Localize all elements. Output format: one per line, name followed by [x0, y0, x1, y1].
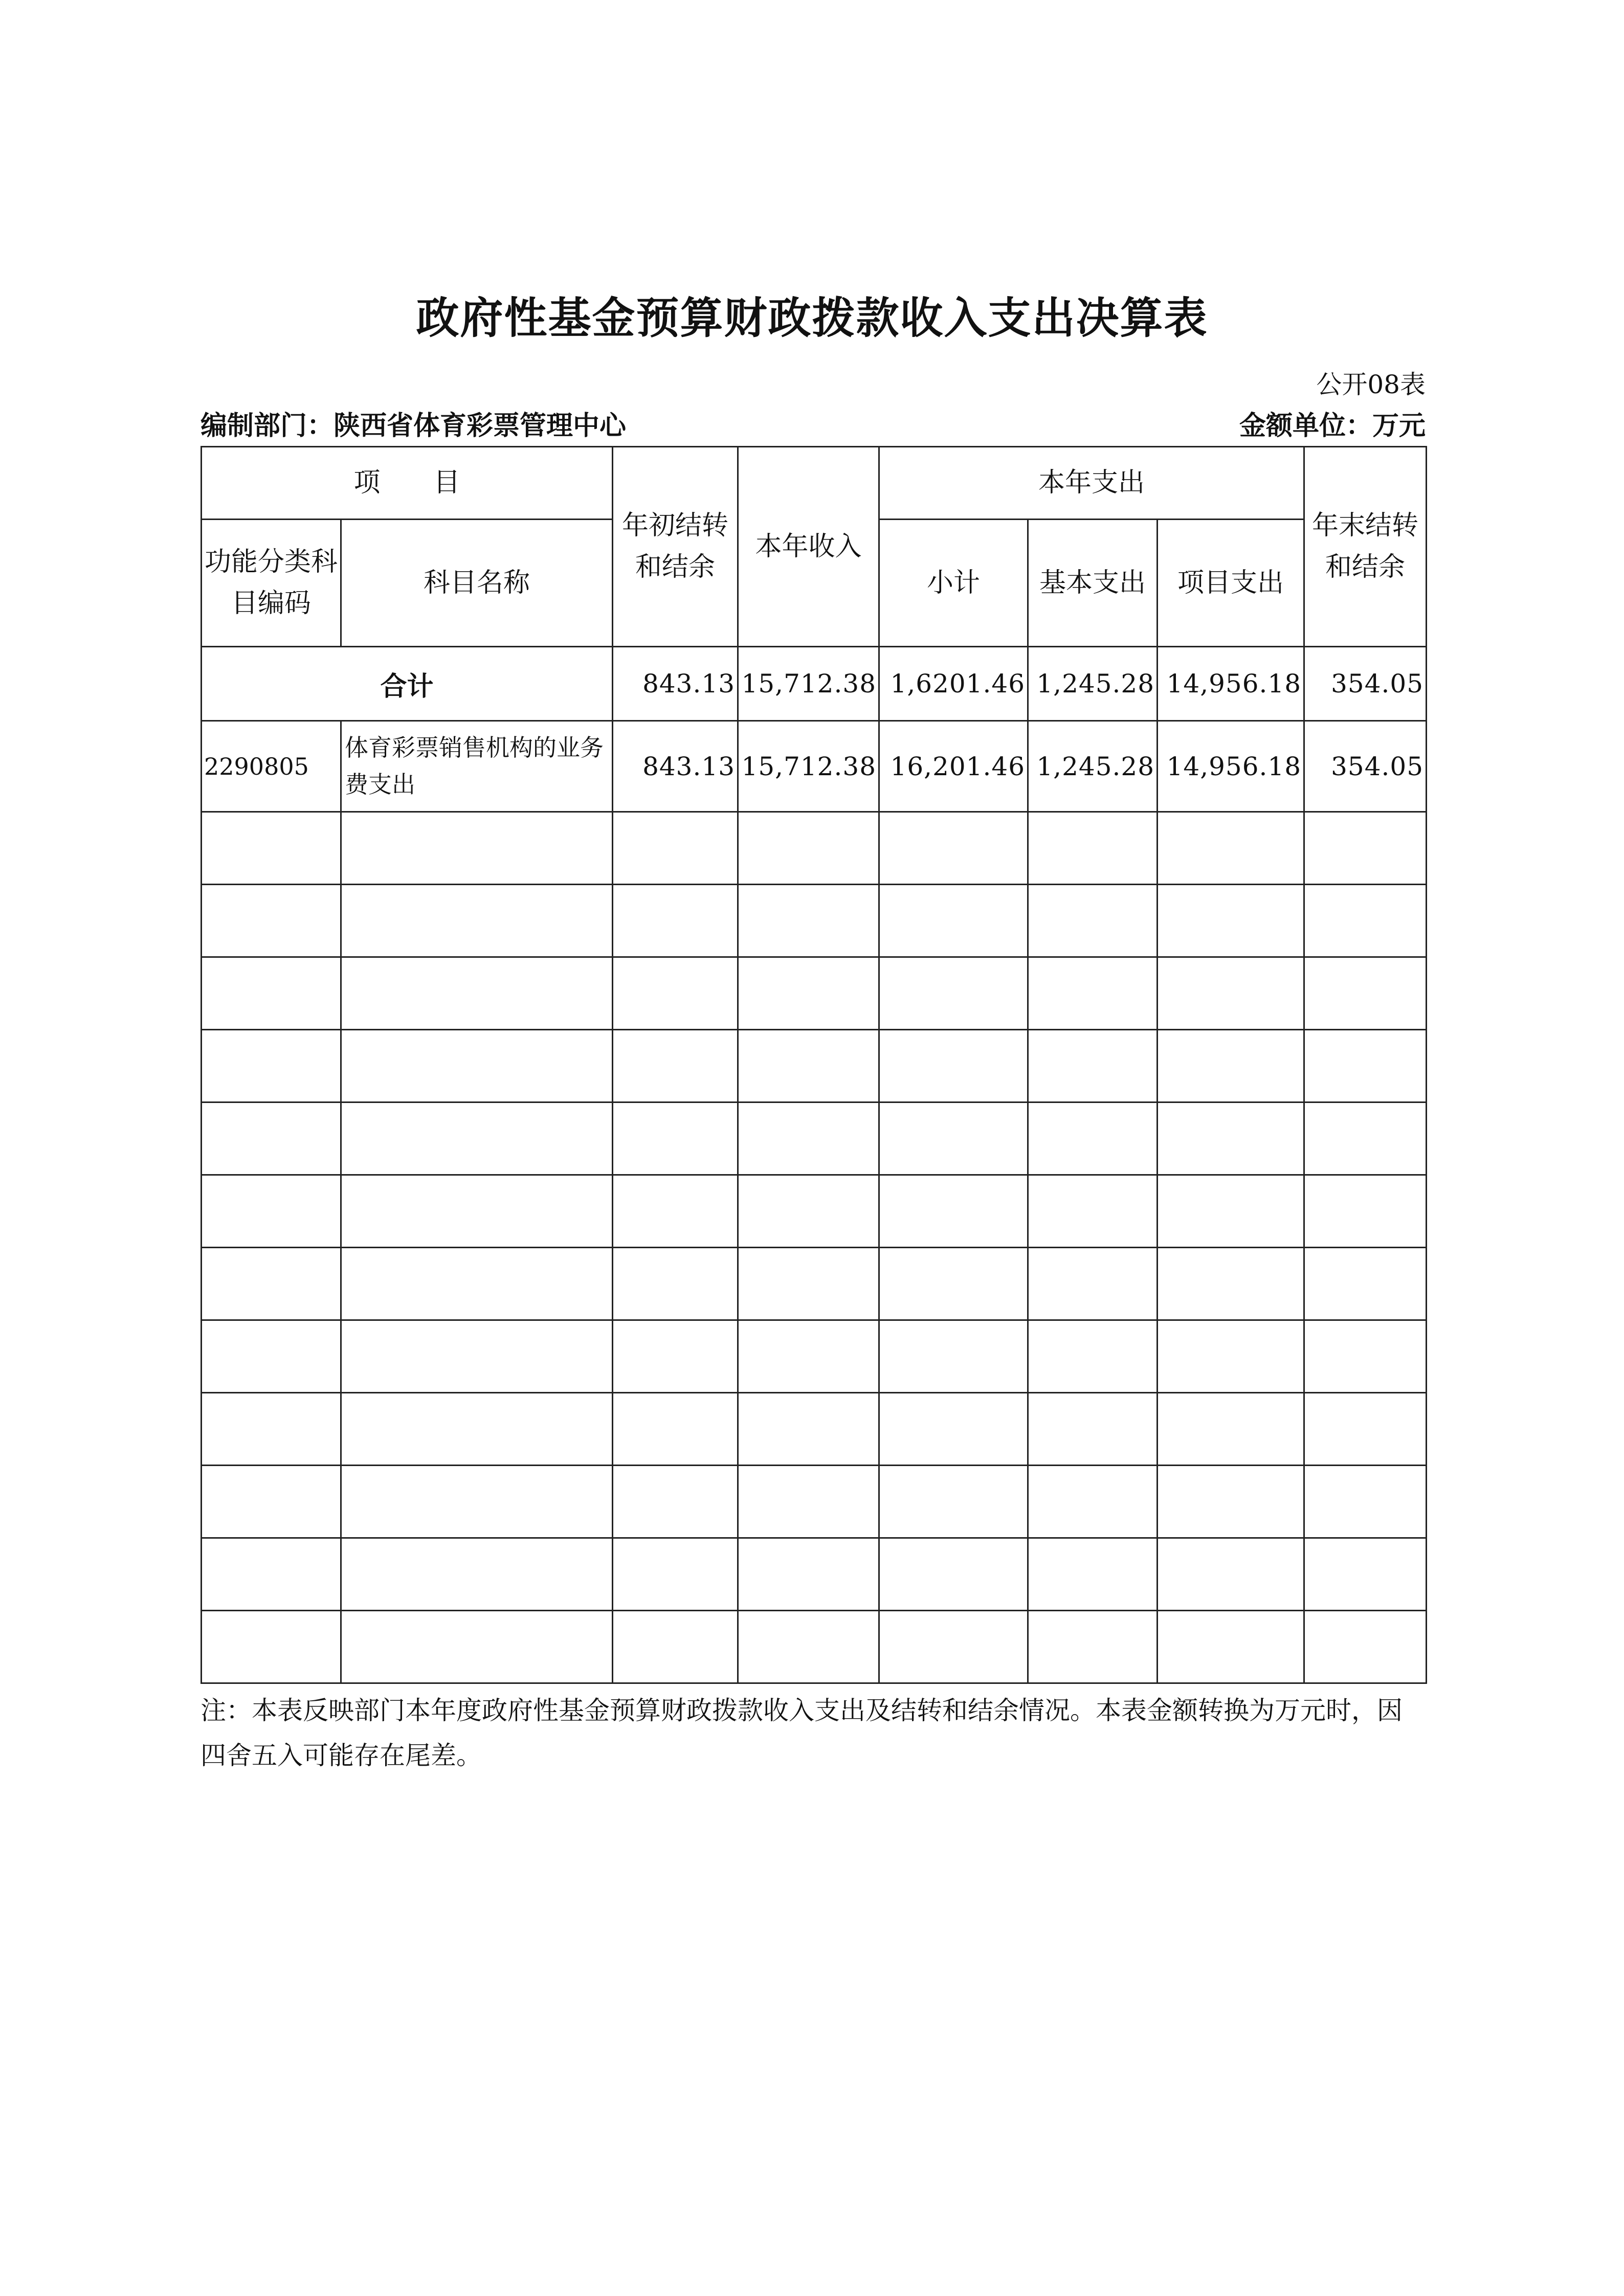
empty-cell — [879, 1538, 1028, 1611]
empty-cell — [879, 1030, 1028, 1102]
header-function-code: 功能分类科目编码 — [202, 520, 341, 647]
empty-cell — [1304, 1175, 1427, 1248]
empty-cell — [879, 957, 1028, 1030]
empty-cell — [1158, 1538, 1304, 1611]
empty-cell — [1304, 812, 1427, 885]
total-opening: 843.13 — [613, 647, 738, 721]
empty-cell — [1028, 1538, 1158, 1611]
empty-cell — [1028, 1320, 1158, 1393]
prepared-by: 编制部门：陕西省体育彩票管理中心 — [201, 411, 627, 441]
empty-cell — [1304, 1102, 1427, 1175]
empty-cell — [341, 1175, 613, 1248]
empty-cell — [613, 1248, 738, 1320]
total-closing: 354.05 — [1304, 647, 1427, 721]
total-income: 15,712.38 — [738, 647, 879, 721]
header-project-expenditure: 项目支出 — [1158, 520, 1304, 647]
empty-cell — [738, 812, 879, 885]
row-code: 2290805 — [202, 721, 341, 812]
empty-cell — [341, 1030, 613, 1102]
empty-cell — [202, 1538, 341, 1611]
empty-row — [202, 1175, 1427, 1248]
empty-row — [202, 1320, 1427, 1393]
empty-cell — [341, 1538, 613, 1611]
empty-cell — [202, 1466, 341, 1538]
empty-cell — [613, 1538, 738, 1611]
empty-cell — [1304, 1538, 1427, 1611]
empty-cell — [1028, 1466, 1158, 1538]
empty-row — [202, 1538, 1427, 1611]
empty-cell — [202, 957, 341, 1030]
empty-cell — [879, 1393, 1028, 1466]
empty-cell — [202, 885, 341, 957]
empty-cell — [1304, 885, 1427, 957]
empty-row — [202, 1030, 1427, 1102]
row-income: 15,712.38 — [738, 721, 879, 812]
empty-cell — [1304, 1466, 1427, 1538]
empty-cell — [738, 885, 879, 957]
empty-cell — [202, 1320, 341, 1393]
empty-cell — [879, 885, 1028, 957]
header-closing-balance: 年末结转和结余 — [1304, 447, 1427, 647]
empty-cell — [202, 1248, 341, 1320]
empty-cell — [738, 1611, 879, 1683]
empty-cell — [1028, 1175, 1158, 1248]
empty-row — [202, 1248, 1427, 1320]
empty-cell — [341, 1466, 613, 1538]
header-subject-name: 科目名称 — [341, 520, 613, 647]
empty-cell — [879, 1175, 1028, 1248]
empty-cell — [341, 1102, 613, 1175]
empty-cell — [738, 957, 879, 1030]
empty-cell — [613, 885, 738, 957]
empty-row — [202, 957, 1427, 1030]
empty-row — [202, 1466, 1427, 1538]
empty-cell — [879, 1248, 1028, 1320]
row-project: 14,956.18 — [1158, 721, 1304, 812]
empty-cell — [1158, 1393, 1304, 1466]
total-basic: 1,245.28 — [1028, 647, 1158, 721]
row-closing: 354.05 — [1304, 721, 1427, 812]
empty-cell — [613, 812, 738, 885]
header-item: 项 目 — [202, 447, 613, 520]
header-row-1 — [202, 447, 1427, 520]
empty-cell — [738, 1175, 879, 1248]
empty-cell — [1028, 1393, 1158, 1466]
empty-cell — [1028, 1611, 1158, 1683]
empty-cell — [1028, 812, 1158, 885]
footnote: 注：本表反映部门本年度政府性基金预算财政拨款收入支出及结转和结余情况。本表金额转换为万元时，因四舍五入可能存在尾差。 — [201, 1696, 1403, 1770]
empty-cell — [738, 1320, 879, 1393]
empty-cell — [613, 1102, 738, 1175]
empty-cell — [1028, 1030, 1158, 1102]
empty-cell — [1028, 957, 1158, 1030]
empty-cell — [202, 1611, 341, 1683]
empty-cell — [1158, 1030, 1304, 1102]
empty-cell — [738, 1466, 879, 1538]
empty-row — [202, 812, 1427, 885]
budget-table — [201, 446, 1427, 1684]
empty-row — [202, 1393, 1427, 1466]
empty-cell — [202, 812, 341, 885]
row-opening: 843.13 — [613, 721, 738, 812]
row-subtotal: 16,201.46 — [879, 721, 1028, 812]
header-basic-expenditure: 基本支出 — [1028, 520, 1158, 647]
empty-cell — [613, 1466, 738, 1538]
empty-cell — [1158, 1248, 1304, 1320]
empty-cell — [879, 1102, 1028, 1175]
empty-cell — [738, 1030, 879, 1102]
empty-cell — [613, 1175, 738, 1248]
header-subtotal: 小计 — [879, 520, 1028, 647]
empty-cell — [341, 1393, 613, 1466]
row-subject-name: 体育彩票销售机构的业务费支出 — [341, 721, 613, 812]
form-number: 公开08表 — [1316, 370, 1426, 399]
amount-unit: 金额单位：万元 — [1239, 411, 1426, 441]
empty-cell — [738, 1393, 879, 1466]
total-label: 合计 — [202, 647, 613, 721]
empty-cell — [341, 1611, 613, 1683]
empty-cell — [1028, 885, 1158, 957]
empty-cell — [341, 885, 613, 957]
empty-cell — [341, 812, 613, 885]
empty-cell — [1158, 1175, 1304, 1248]
empty-cell — [341, 1320, 613, 1393]
empty-cell — [613, 957, 738, 1030]
header-annual-income: 本年收入 — [738, 447, 879, 647]
empty-row — [202, 1611, 1427, 1683]
empty-cell — [613, 1393, 738, 1466]
empty-cell — [1028, 1102, 1158, 1175]
empty-cell — [202, 1102, 341, 1175]
empty-cell — [738, 1538, 879, 1611]
empty-cell — [1158, 1102, 1304, 1175]
empty-cell — [1304, 1248, 1427, 1320]
empty-cell — [1158, 957, 1304, 1030]
empty-cell — [879, 1466, 1028, 1538]
empty-row — [202, 885, 1427, 957]
empty-cell — [613, 1320, 738, 1393]
header-opening-balance: 年初结转和结余 — [613, 447, 738, 647]
empty-cell — [613, 1611, 738, 1683]
empty-cell — [879, 812, 1028, 885]
empty-cell — [1158, 1466, 1304, 1538]
empty-cell — [879, 1611, 1028, 1683]
empty-cell — [1158, 812, 1304, 885]
header-annual-expenditure: 本年支出 — [879, 447, 1304, 520]
empty-cell — [1158, 1320, 1304, 1393]
empty-cell — [341, 1248, 613, 1320]
empty-cell — [1158, 885, 1304, 957]
table-row — [202, 721, 1427, 812]
empty-cell — [341, 957, 613, 1030]
total-row — [202, 647, 1427, 721]
empty-cell — [1158, 1611, 1304, 1683]
meta-row — [201, 404, 1426, 440]
empty-cell — [738, 1248, 879, 1320]
empty-cell — [1304, 1030, 1427, 1102]
empty-cell — [879, 1320, 1028, 1393]
empty-cell — [1304, 1393, 1427, 1466]
empty-cell — [1304, 1611, 1427, 1683]
empty-row — [202, 1102, 1427, 1175]
total-project: 14,956.18 — [1158, 647, 1304, 721]
row-basic: 1,245.28 — [1028, 721, 1158, 812]
document-title: 政府性基金预算财政拨款收入支出决算表 — [416, 293, 1208, 343]
empty-cell — [1304, 1320, 1427, 1393]
empty-cell — [1304, 957, 1427, 1030]
empty-cell — [1028, 1248, 1158, 1320]
empty-cell — [202, 1175, 341, 1248]
total-subtotal: 1,6201.46 — [879, 647, 1028, 721]
empty-cell — [202, 1030, 341, 1102]
empty-cell — [202, 1393, 341, 1466]
empty-cell — [613, 1030, 738, 1102]
empty-cell — [738, 1102, 879, 1175]
